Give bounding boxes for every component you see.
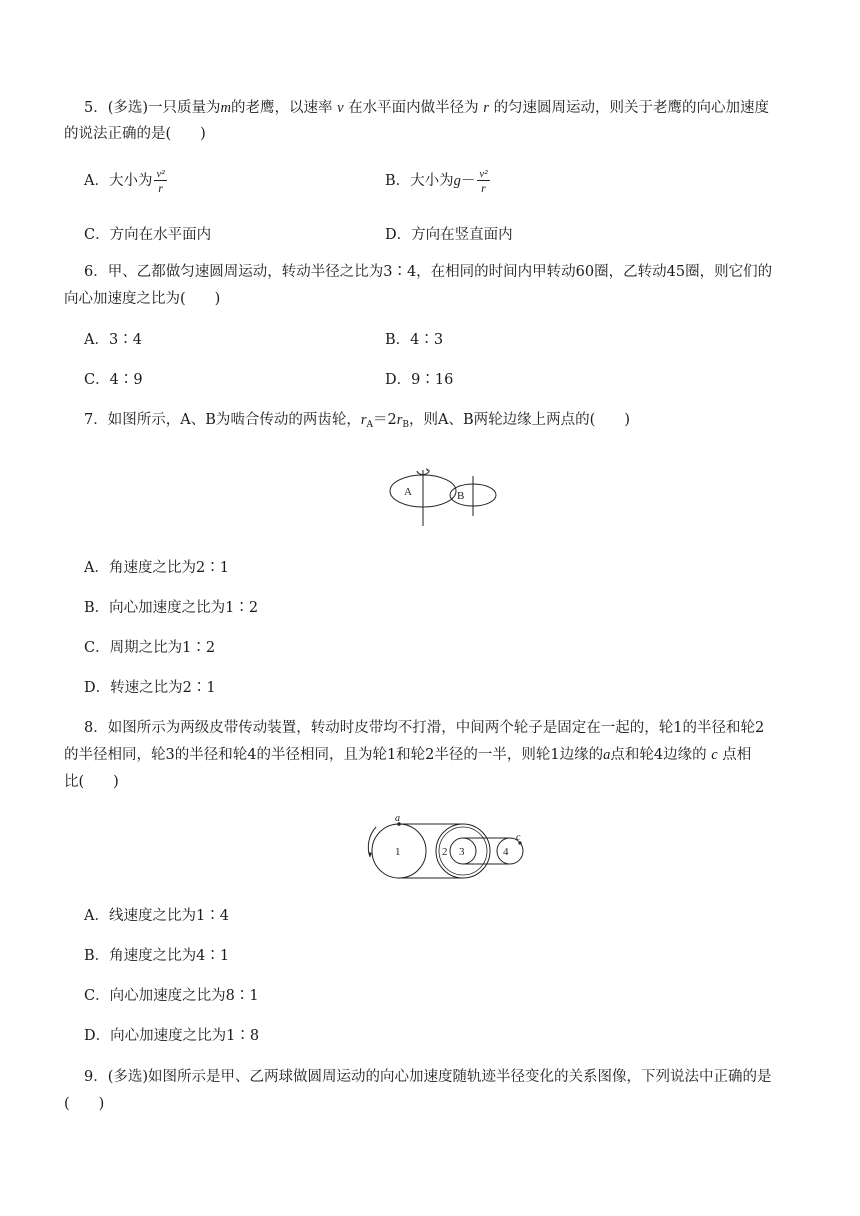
q6-stem-line2: 向心加速度之比为( ) (64, 291, 221, 307)
q9-stem-line2: ( ) (64, 1096, 105, 1112)
arrowhead-icon (426, 468, 429, 471)
q6-option-a: A．3∶4 (84, 332, 142, 348)
point-c-label: c (516, 832, 521, 843)
q5-option-b: B．大小为g－ $\frac{\text{v²}}{r}$ (385, 167, 488, 195)
belt-drive-diagram (360, 815, 530, 885)
gear-diagram (385, 460, 525, 530)
fraction-v2-over-r: $\frac{\text{v²}}{r}$ (156, 167, 165, 195)
q6-option-d: D．9∶16 (385, 372, 454, 388)
q8-stem-line1: 8．如图所示为两级皮带传动装置，转动时皮带均不打滑，中间两个轮子是固定在一起的，轮1的半径和轮2 (84, 720, 765, 736)
q8-option-b: B．角速度之比为4∶1 (84, 948, 230, 964)
q9-stem-line1: 9．(多选)如图所示是甲、乙两球做圆周运动的向心加速度随轨迹半径变化的关系图像，下列说法中正确的是 (84, 1069, 772, 1085)
wheel-b-label: B (457, 490, 465, 502)
q7-option-c: C．周期之比为1∶2 (84, 640, 216, 656)
q7-option-b: B．向心加速度之比为1∶2 (84, 600, 259, 616)
q5-option-d: D．方向在竖直面内 (385, 227, 513, 243)
wheel-1-label: 1 (395, 846, 401, 858)
fraction-v2-over-r: $\frac{\text{v²}}{r}$ (479, 167, 488, 195)
q5-option-a: A．大小为 $\frac{\text{v²}}{r}$ (84, 167, 165, 195)
q5-option-c: C．方向在水平面内 (84, 227, 212, 243)
q6-option-c: C．4∶9 (84, 372, 143, 388)
q6-option-b: B．4∶3 (385, 332, 444, 348)
q7-option-a: A．角速度之比为2∶1 (84, 560, 229, 576)
q8-stem-line2: 的半径相同，轮3的半径和轮4的半径相同，且为轮1和轮2半径的一半，则轮1边缘的a点和轮4边缘的 c 点相 (64, 747, 752, 763)
q7-stem: 7．如图所示，A、B为啮合传动的两齿轮，$r_A=2r_B$，则A、B两轮边缘上两点的( ) (84, 412, 630, 430)
q7-option-d: D．转速之比为2∶1 (84, 680, 216, 696)
wheel-2-label: 2 (442, 846, 448, 858)
point-a-label: a (395, 813, 400, 824)
q5-stem-line1: 5．(多选)一只质量为m的老鹰，以速率 v 在水平面内做半径为 r 的匀速圆周运动，则关于老鹰的向心加速度 (84, 100, 770, 116)
arrowhead-icon (368, 852, 372, 857)
wheel-a-label: A (404, 486, 412, 498)
q5-stem-line2: 的说法正确的是( ) (64, 126, 206, 142)
wheel-4-label: 4 (503, 846, 509, 858)
q8-option-a: A．线速度之比为1∶4 (84, 908, 229, 924)
wheel-3-label: 3 (459, 846, 465, 858)
q8-stem-line3: 比( ) (64, 774, 119, 790)
q8-option-c: C．向心加速度之比为8∶1 (84, 988, 259, 1004)
q6-stem-line1: 6．甲、乙都做匀速圆周运动，转动半径之比为3∶4，在相同的时间内甲转动60圈，乙转动45圈，则它们的 (84, 264, 773, 280)
q8-option-d: D．向心加速度之比为1∶8 (84, 1028, 260, 1044)
